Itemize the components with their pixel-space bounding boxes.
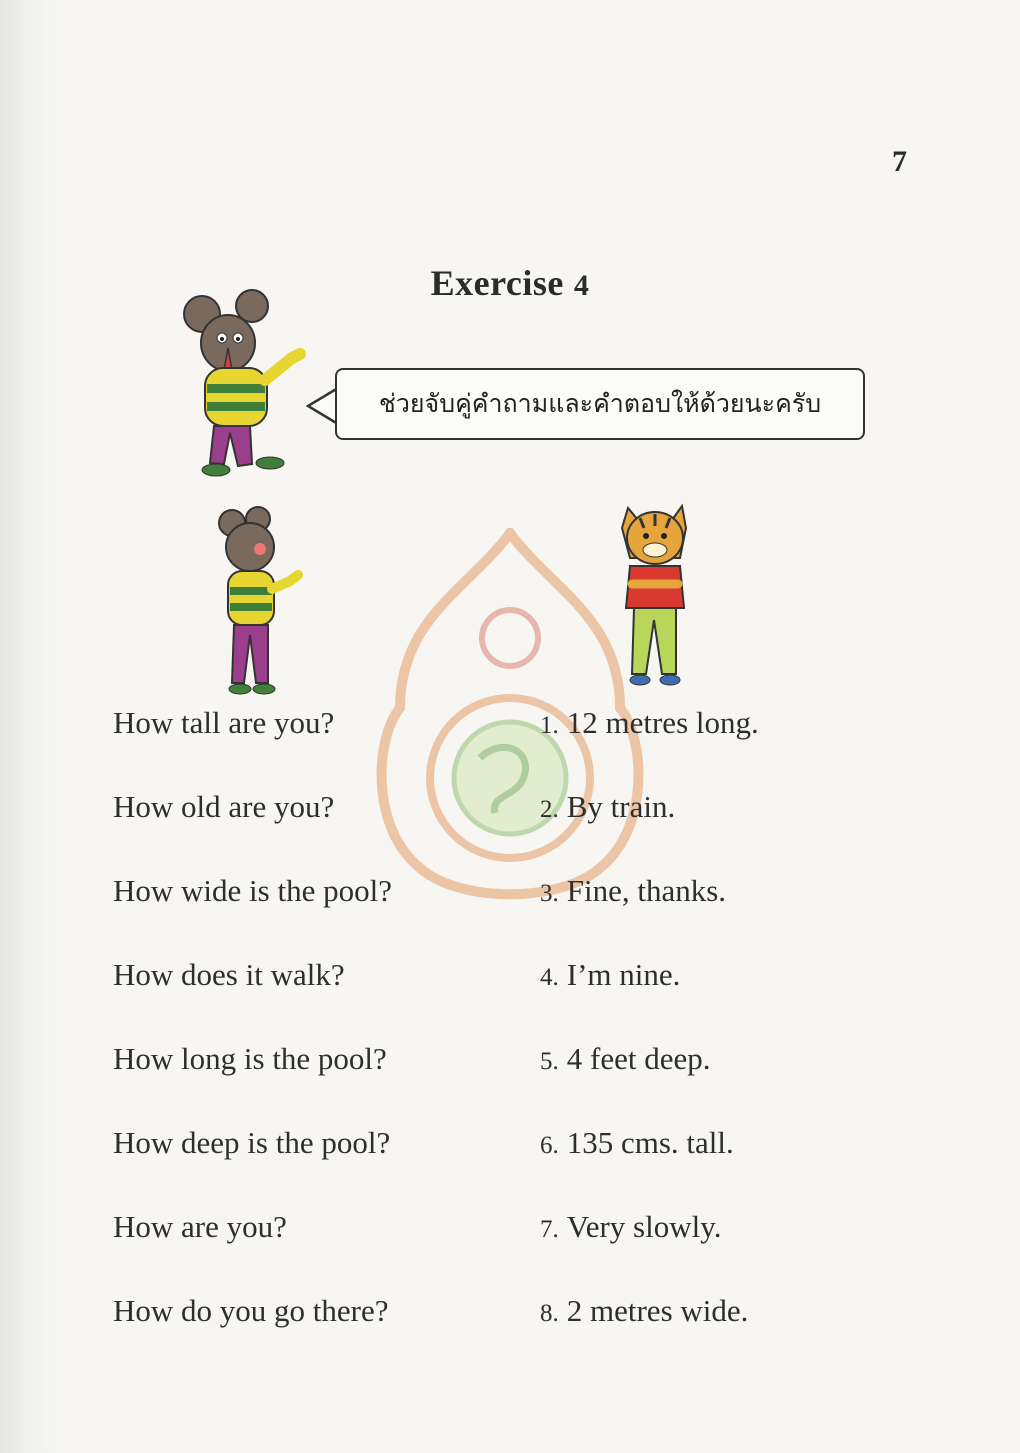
- answer-2: [540, 784, 759, 868]
- answer-4: [540, 952, 759, 1036]
- mouse-pointing-illustration: [180, 288, 310, 483]
- question-5: How long is the pool?: [113, 1041, 387, 1076]
- exercise-title-text: Exercise: [430, 263, 564, 303]
- answer-number: 2.: [540, 796, 559, 823]
- answer-text: By train.: [566, 789, 676, 824]
- question-8: How do you go there?: [113, 1293, 389, 1328]
- answer-5: [540, 1036, 759, 1120]
- question-1: How tall are you?: [113, 705, 335, 740]
- answer-text: Very slowly.: [566, 1209, 722, 1244]
- page-number: 7: [892, 145, 907, 178]
- questions-list: [113, 700, 392, 1372]
- exercise-number: 4: [573, 269, 590, 302]
- answer-number: 5.: [540, 1048, 559, 1075]
- answers-list: [540, 700, 759, 1372]
- answer-text: 135 cms. tall.: [566, 1125, 734, 1160]
- answer-number: 8.: [540, 1300, 559, 1327]
- answer-text: 12 metres long.: [566, 705, 759, 740]
- tiger-illustration: [610, 498, 700, 693]
- question-6: How deep is the pool?: [113, 1125, 391, 1160]
- answer-7: [540, 1204, 759, 1288]
- mouse-asking-illustration: [210, 505, 310, 700]
- answer-text: 2 metres wide.: [566, 1293, 749, 1328]
- question-4: How does it walk?: [113, 957, 345, 992]
- question-3: How wide is the pool?: [113, 873, 392, 908]
- answer-8: [540, 1288, 759, 1372]
- exercise-title: [0, 262, 1020, 304]
- answer-number: 4.: [540, 964, 559, 991]
- answer-text: I’m nine.: [566, 957, 681, 992]
- answer-number: 7.: [540, 1216, 559, 1243]
- answer-number: 1.: [540, 712, 559, 739]
- instruction-text: ช่วยจับคู่คำถามและคำตอบให้ด้วยนะครับ: [378, 389, 822, 418]
- question-2: How old are you?: [113, 789, 335, 824]
- instruction-speech-bubble: [335, 368, 865, 440]
- question-7: How are you?: [113, 1209, 287, 1244]
- answer-text: 4 feet deep.: [566, 1041, 711, 1076]
- answer-3: [540, 868, 759, 952]
- answer-6: [540, 1120, 759, 1204]
- answer-text: Fine, thanks.: [566, 873, 727, 908]
- page-binding-shadow: [0, 0, 60, 1453]
- answer-number: 6.: [540, 1132, 559, 1159]
- answer-number: 3.: [540, 880, 559, 907]
- answer-1: [540, 700, 759, 784]
